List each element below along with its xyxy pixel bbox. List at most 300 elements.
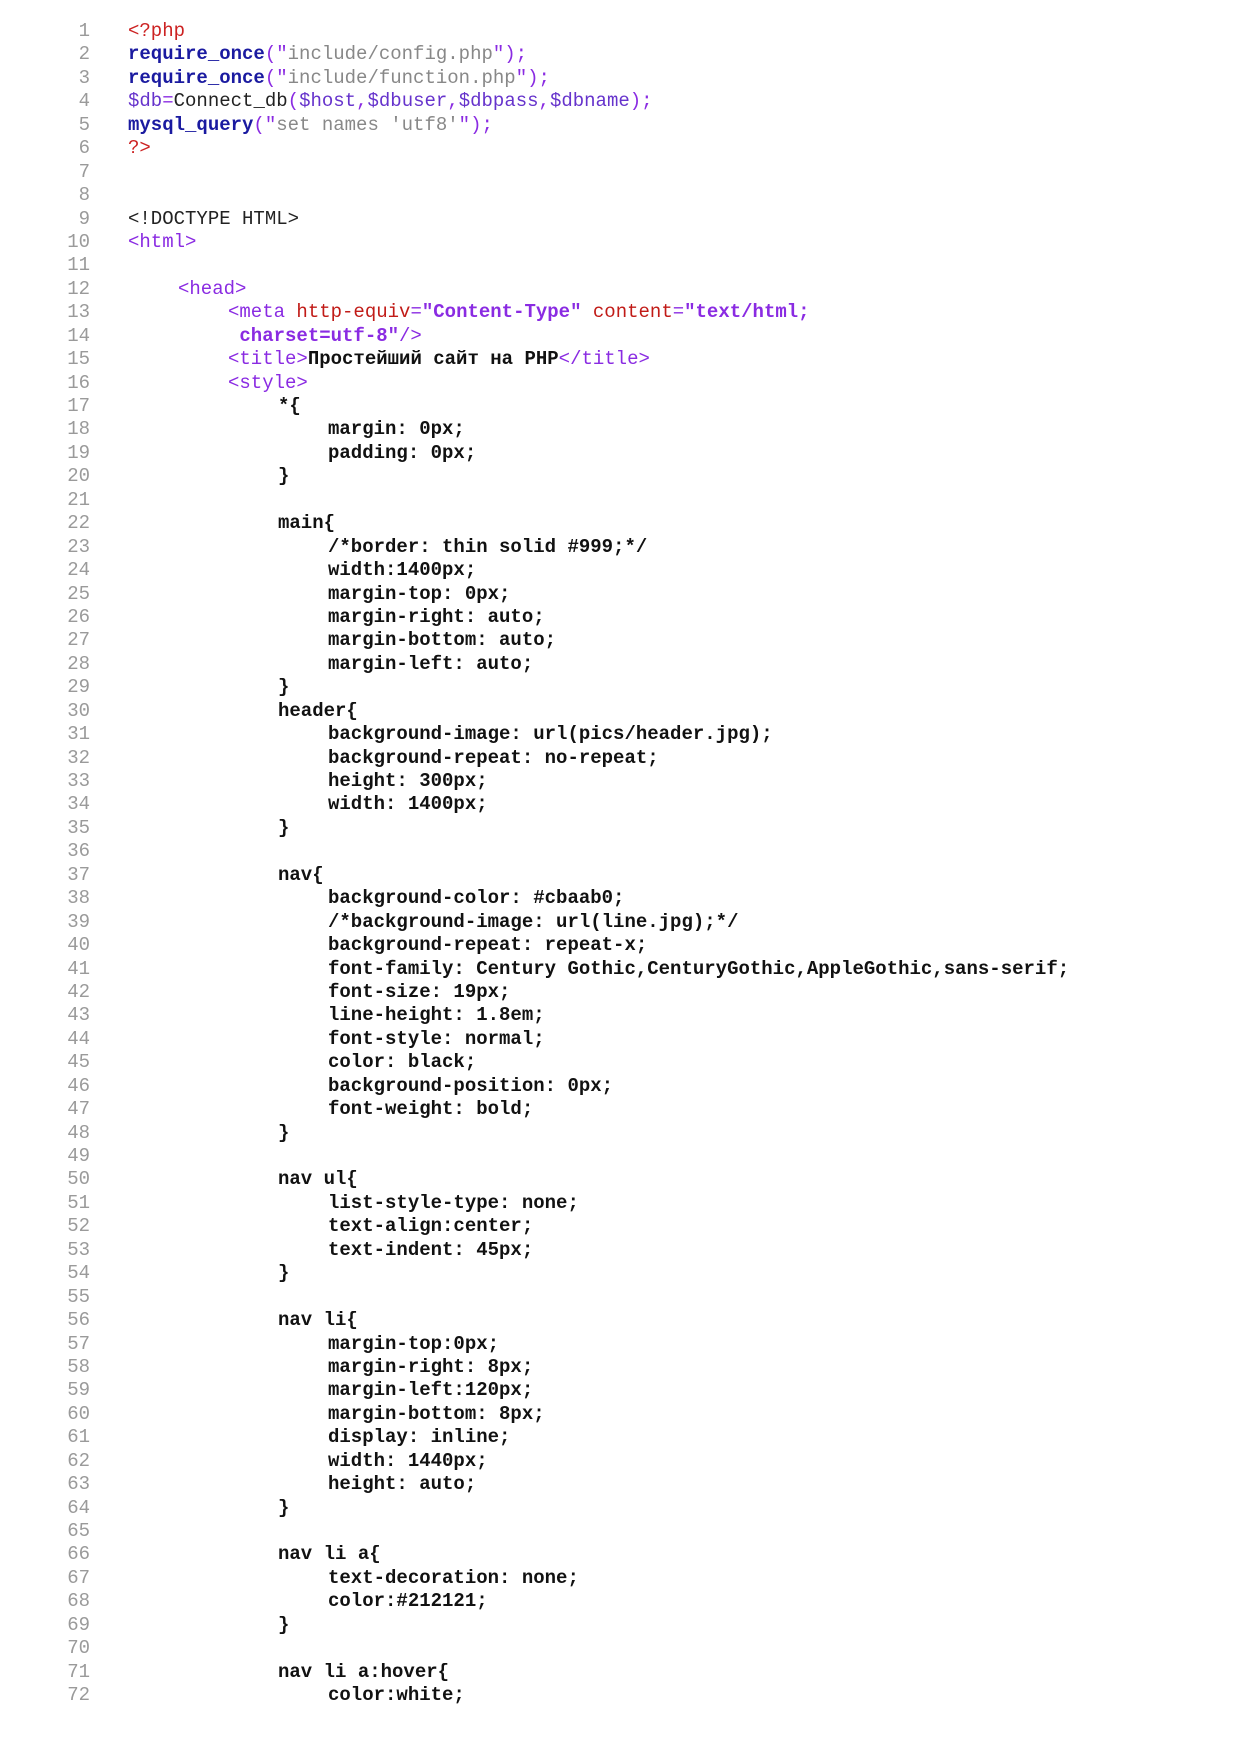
line-number: 40 <box>67 934 90 957</box>
code-token: background-repeat: no-repeat; <box>328 746 659 769</box>
code-token: width:1400px; <box>328 559 477 582</box>
line-number: 38 <box>67 887 90 910</box>
line-number: 72 <box>67 1684 90 1707</box>
line-code <box>328 536 647 559</box>
code-token: nav{ <box>278 863 324 886</box>
code-line <box>0 840 1240 863</box>
code-token: $dbpass <box>458 90 539 113</box>
line-number: 64 <box>67 1496 90 1519</box>
code-token: /> <box>399 324 422 347</box>
line-code <box>328 629 556 652</box>
line-number: 65 <box>67 1520 90 1542</box>
code-line <box>0 700 1240 723</box>
code-token: = <box>410 301 422 324</box>
code-line <box>0 465 1240 488</box>
code-token: , <box>356 90 368 113</box>
code-token: line-height: 1.8em; <box>328 1004 545 1027</box>
line-code <box>328 1356 533 1379</box>
code-token: <meta <box>228 301 297 324</box>
code-token: http-equiv <box>296 301 411 324</box>
code-token: nav ul{ <box>278 1168 358 1191</box>
code-line <box>0 536 1240 559</box>
code-line <box>0 254 1240 277</box>
line-number: 15 <box>67 348 90 371</box>
code-line <box>0 559 1240 582</box>
line-number: 54 <box>67 1262 90 1285</box>
line-code <box>328 1684 465 1707</box>
code-line <box>0 1379 1240 1402</box>
code-token: margin-left:120px; <box>328 1379 534 1402</box>
line-code <box>328 958 1069 981</box>
code-token: <!DOCTYPE HTML> <box>128 207 300 230</box>
code-line <box>0 911 1240 934</box>
code-token: } <box>278 676 290 699</box>
line-number: 58 <box>67 1355 90 1378</box>
code-token: <?php <box>128 20 186 42</box>
line-code <box>328 1004 545 1027</box>
code-token: , <box>538 90 550 113</box>
code-token: margin: 0px; <box>328 418 465 441</box>
code-line <box>0 629 1240 652</box>
line-code <box>328 418 465 441</box>
code-line <box>0 1286 1240 1309</box>
line-number: 9 <box>78 207 90 230</box>
code-line <box>0 1497 1240 1520</box>
line-code <box>328 1028 545 1051</box>
line-number: 7 <box>78 160 90 183</box>
code-token: width: 1400px; <box>328 793 488 816</box>
code-token: background-repeat: repeat-x; <box>328 934 648 957</box>
line-code <box>278 1122 289 1145</box>
code-line <box>0 1567 1240 1590</box>
line-code <box>278 512 335 535</box>
line-code <box>328 793 488 816</box>
code-line <box>0 442 1240 465</box>
line-code <box>178 278 246 301</box>
code-token: margin-bottom: auto; <box>328 629 557 652</box>
line-code <box>278 676 289 699</box>
code-line <box>0 114 1240 137</box>
code-line <box>0 278 1240 301</box>
line-number: 70 <box>67 1637 90 1660</box>
code-line <box>0 1239 1240 1262</box>
code-token: /*background-image: url(line.jpg);*/ <box>328 910 739 933</box>
code-token: $dbname <box>549 90 630 113</box>
code-line <box>0 1051 1240 1074</box>
code-line <box>0 348 1240 371</box>
code-token: ); <box>629 90 653 113</box>
line-code <box>278 395 301 418</box>
code-token: , <box>447 90 459 113</box>
code-token: require_once <box>128 43 265 66</box>
line-code <box>128 231 196 254</box>
code-token: require_once <box>128 66 265 89</box>
line-code <box>328 1075 613 1098</box>
line-code <box>328 1239 533 1262</box>
line-code <box>328 559 476 582</box>
line-number: 50 <box>67 1168 90 1191</box>
code-token: } <box>278 1262 290 1285</box>
code-line <box>0 325 1240 348</box>
line-code <box>128 20 185 43</box>
code-line <box>0 1614 1240 1637</box>
code-line <box>0 747 1240 770</box>
line-number: 33 <box>67 770 90 792</box>
line-number: 68 <box>67 1590 90 1613</box>
code-token: width: 1440px; <box>328 1449 488 1472</box>
code-token: "); <box>492 43 528 66</box>
code-token: margin-left: auto; <box>328 652 534 675</box>
line-number: 21 <box>67 488 90 511</box>
code-line <box>0 1590 1240 1613</box>
line-code <box>128 208 299 231</box>
code-token: nav li a:hover{ <box>278 1660 450 1683</box>
code-token: text-align:center; <box>328 1215 534 1238</box>
line-number: 43 <box>67 1004 90 1027</box>
code-line <box>0 958 1240 981</box>
code-line <box>0 1215 1240 1238</box>
line-number: 31 <box>67 723 90 746</box>
line-number: 19 <box>67 441 90 464</box>
code-token: "text/html; <box>684 301 810 324</box>
code-line <box>0 1004 1240 1027</box>
line-number: 30 <box>67 699 90 722</box>
code-line <box>0 43 1240 66</box>
line-code <box>328 1379 533 1402</box>
code-line <box>0 653 1240 676</box>
code-token: set names 'utf8' <box>276 113 459 136</box>
code-token: (" <box>253 113 277 136</box>
code-line <box>0 934 1240 957</box>
line-number: 2 <box>78 43 90 66</box>
line-number: 22 <box>67 512 90 535</box>
code-token: (" <box>264 66 288 89</box>
code-token: ( <box>287 90 300 113</box>
code-token: padding: 0px; <box>328 441 477 464</box>
line-number: 41 <box>67 957 90 980</box>
line-number: 53 <box>67 1238 90 1261</box>
line-number: 66 <box>67 1543 90 1566</box>
code-token: height: auto; <box>328 1473 477 1496</box>
code-line <box>0 1520 1240 1543</box>
code-line <box>0 1098 1240 1121</box>
line-number: 32 <box>67 746 90 769</box>
line-code <box>128 43 527 66</box>
code-line <box>0 1262 1240 1285</box>
line-code <box>278 1497 289 1520</box>
line-code <box>128 137 151 160</box>
line-number: 35 <box>67 816 90 839</box>
line-number: 5 <box>78 113 90 136</box>
code-line <box>0 1543 1240 1566</box>
code-token: nav li{ <box>278 1309 358 1332</box>
code-token: background-color: #cbaab0; <box>328 887 625 910</box>
line-code <box>328 1590 488 1613</box>
line-code <box>328 1473 476 1496</box>
line-number: 14 <box>67 324 90 347</box>
line-number: 23 <box>67 535 90 558</box>
line-code <box>328 1403 545 1426</box>
code-token: include/config.php <box>287 43 493 66</box>
line-number: 44 <box>67 1027 90 1050</box>
code-line <box>0 1192 1240 1215</box>
line-number: 55 <box>67 1285 90 1308</box>
code-token: *{ <box>278 395 301 417</box>
code-token: color:#212121; <box>328 1590 488 1613</box>
code-token: margin-top:0px; <box>328 1332 500 1355</box>
line-number: 1 <box>78 20 90 42</box>
line-code <box>328 770 488 793</box>
code-token: header{ <box>278 699 358 722</box>
line-number: 69 <box>67 1613 90 1636</box>
line-code <box>328 1333 499 1356</box>
code-token: margin-bottom: 8px; <box>328 1402 545 1425</box>
line-number: 34 <box>67 793 90 816</box>
code-line <box>0 1426 1240 1449</box>
code-token: font-style: normal; <box>328 1027 545 1050</box>
code-line <box>0 793 1240 816</box>
line-number: 42 <box>67 980 90 1003</box>
line-code <box>278 700 358 723</box>
code-line <box>0 161 1240 184</box>
code-token: } <box>278 1496 290 1519</box>
code-token: font-weight: bold; <box>328 1098 534 1121</box>
line-code <box>328 1051 476 1074</box>
line-number: 10 <box>67 230 90 253</box>
line-number: 71 <box>67 1660 90 1683</box>
code-line <box>0 1145 1240 1168</box>
line-code <box>328 934 647 957</box>
line-code <box>278 1614 289 1637</box>
code-line <box>0 20 1240 43</box>
code-line <box>0 1684 1240 1707</box>
code-line <box>0 1356 1240 1379</box>
line-number: 47 <box>67 1098 90 1121</box>
code-token: charset=utf-8" <box>228 324 400 347</box>
line-code <box>328 747 659 770</box>
line-number: 6 <box>78 137 90 160</box>
code-line <box>0 864 1240 887</box>
line-code <box>328 887 624 910</box>
code-token: } <box>278 1613 290 1636</box>
line-code <box>328 1192 579 1215</box>
code-line <box>0 1450 1240 1473</box>
line-code <box>278 1168 358 1191</box>
line-number: 67 <box>67 1566 90 1589</box>
code-line <box>0 606 1240 629</box>
code-token: (" <box>264 43 288 66</box>
code-token: Простейший сайт на PHP <box>307 348 559 371</box>
code-token: ?> <box>128 137 151 160</box>
line-number: 62 <box>67 1449 90 1472</box>
line-number: 49 <box>67 1145 90 1167</box>
code-token: color:white; <box>328 1684 465 1707</box>
code-token: <style> <box>228 371 308 394</box>
code-token: mysql_query <box>128 113 254 136</box>
line-number: 59 <box>67 1379 90 1402</box>
code-line <box>0 583 1240 606</box>
code-token: nav li a{ <box>278 1543 381 1566</box>
code-line <box>0 90 1240 113</box>
line-number: 36 <box>67 840 90 863</box>
line-number: 16 <box>67 371 90 394</box>
line-number: 3 <box>78 66 90 89</box>
code-line <box>0 512 1240 535</box>
line-number: 63 <box>67 1473 90 1496</box>
code-token: <title> <box>228 348 308 371</box>
code-line <box>0 1473 1240 1496</box>
line-number: 37 <box>67 863 90 886</box>
line-code <box>328 442 476 465</box>
code-line <box>0 418 1240 441</box>
code-token: $db <box>128 90 163 113</box>
code-token: } <box>278 816 290 839</box>
line-number: 20 <box>67 465 90 488</box>
code-token: list-style-type: none; <box>328 1191 579 1214</box>
line-code <box>328 583 510 606</box>
line-code <box>228 348 650 371</box>
code-line <box>0 723 1240 746</box>
code-token: main{ <box>278 512 336 535</box>
code-line <box>0 1333 1240 1356</box>
code-line <box>0 676 1240 699</box>
code-token: $dbuser <box>367 90 448 113</box>
code-line <box>0 887 1240 910</box>
code-token: margin-top: 0px; <box>328 582 511 605</box>
code-token: /*border: thin solid #999;*/ <box>328 535 648 558</box>
code-line <box>0 67 1240 90</box>
code-token: include/function.php <box>287 66 516 89</box>
code-token: display: inline; <box>328 1426 511 1449</box>
line-code <box>328 653 533 676</box>
code-line <box>0 1309 1240 1332</box>
code-token: margin-right: auto; <box>328 605 545 628</box>
code-line <box>0 301 1240 324</box>
code-token: font-size: 19px; <box>328 980 511 1003</box>
code-token: = <box>672 301 685 324</box>
code-token: = <box>162 90 174 113</box>
code-token: "); <box>515 66 550 89</box>
line-code <box>328 606 545 629</box>
line-code <box>278 1661 449 1684</box>
code-token: color: black; <box>328 1051 477 1074</box>
code-listing <box>0 20 1240 1708</box>
code-token: </title> <box>558 348 650 371</box>
line-code <box>328 1215 533 1238</box>
code-token: background-position: 0px; <box>328 1074 614 1097</box>
line-number: 56 <box>67 1309 90 1332</box>
line-code <box>128 90 653 113</box>
line-number: 45 <box>67 1051 90 1074</box>
code-token: Connect_db <box>173 90 288 113</box>
line-number: 57 <box>67 1332 90 1355</box>
line-code <box>328 1426 510 1449</box>
code-token: height: 300px; <box>328 770 488 792</box>
code-token: margin-right: 8px; <box>328 1355 534 1378</box>
code-token: content <box>581 301 673 324</box>
code-line <box>0 1028 1240 1051</box>
code-line <box>0 395 1240 418</box>
code-token: "Content-Type" <box>421 301 582 324</box>
code-line <box>0 1661 1240 1684</box>
line-number: 52 <box>67 1215 90 1238</box>
code-token: text-indent: 45px; <box>328 1238 534 1261</box>
line-number: 13 <box>67 301 90 324</box>
code-token: } <box>278 1121 290 1144</box>
code-line <box>0 1168 1240 1191</box>
line-code <box>228 372 308 395</box>
line-code <box>228 301 810 324</box>
code-line <box>0 1075 1240 1098</box>
line-code <box>228 325 422 348</box>
line-code <box>328 981 510 1004</box>
code-line <box>0 184 1240 207</box>
line-code <box>278 1262 289 1285</box>
code-token: background-image: url(pics/header.jpg); <box>328 723 773 746</box>
line-code <box>328 1098 533 1121</box>
line-number: 25 <box>67 582 90 605</box>
line-code <box>128 67 550 90</box>
code-token: <head> <box>178 277 247 300</box>
line-number: 39 <box>67 910 90 933</box>
code-token: font-family: Century Gothic,CenturyGothic,AppleGothic,sans-serif; <box>328 957 1070 980</box>
code-line <box>0 1122 1240 1145</box>
code-line <box>0 817 1240 840</box>
line-number: 48 <box>67 1121 90 1144</box>
code-line <box>0 372 1240 395</box>
code-line <box>0 137 1240 160</box>
line-code <box>278 864 324 887</box>
line-number: 60 <box>67 1402 90 1425</box>
code-token: "); <box>458 113 493 136</box>
line-code <box>328 1450 488 1473</box>
line-code <box>328 723 773 746</box>
line-number: 51 <box>67 1191 90 1214</box>
code-token: <html> <box>128 230 197 253</box>
line-number: 29 <box>67 676 90 699</box>
code-line <box>0 1637 1240 1660</box>
line-number: 8 <box>78 184 90 207</box>
code-line <box>0 489 1240 512</box>
code-line <box>0 770 1240 793</box>
code-token: text-decoration: none; <box>328 1566 579 1589</box>
line-code <box>328 1567 579 1590</box>
line-number: 61 <box>67 1426 90 1449</box>
line-number: 11 <box>67 254 90 277</box>
code-line <box>0 231 1240 254</box>
line-number: 4 <box>78 90 90 113</box>
line-code <box>278 1543 381 1566</box>
line-number: 18 <box>67 418 90 441</box>
line-code <box>278 1309 358 1332</box>
line-number: 28 <box>67 652 90 675</box>
line-number: 26 <box>67 605 90 628</box>
line-code <box>128 114 493 137</box>
line-code <box>328 911 738 934</box>
line-code <box>278 817 289 840</box>
code-token: $host <box>299 90 357 113</box>
line-number: 24 <box>67 559 90 582</box>
line-number: 12 <box>67 277 90 300</box>
code-token: } <box>278 465 290 488</box>
line-code <box>278 465 289 488</box>
code-line <box>0 1403 1240 1426</box>
code-line <box>0 981 1240 1004</box>
code-line <box>0 208 1240 231</box>
line-number: 46 <box>67 1074 90 1097</box>
line-number: 27 <box>67 629 90 652</box>
line-number: 17 <box>67 395 90 417</box>
